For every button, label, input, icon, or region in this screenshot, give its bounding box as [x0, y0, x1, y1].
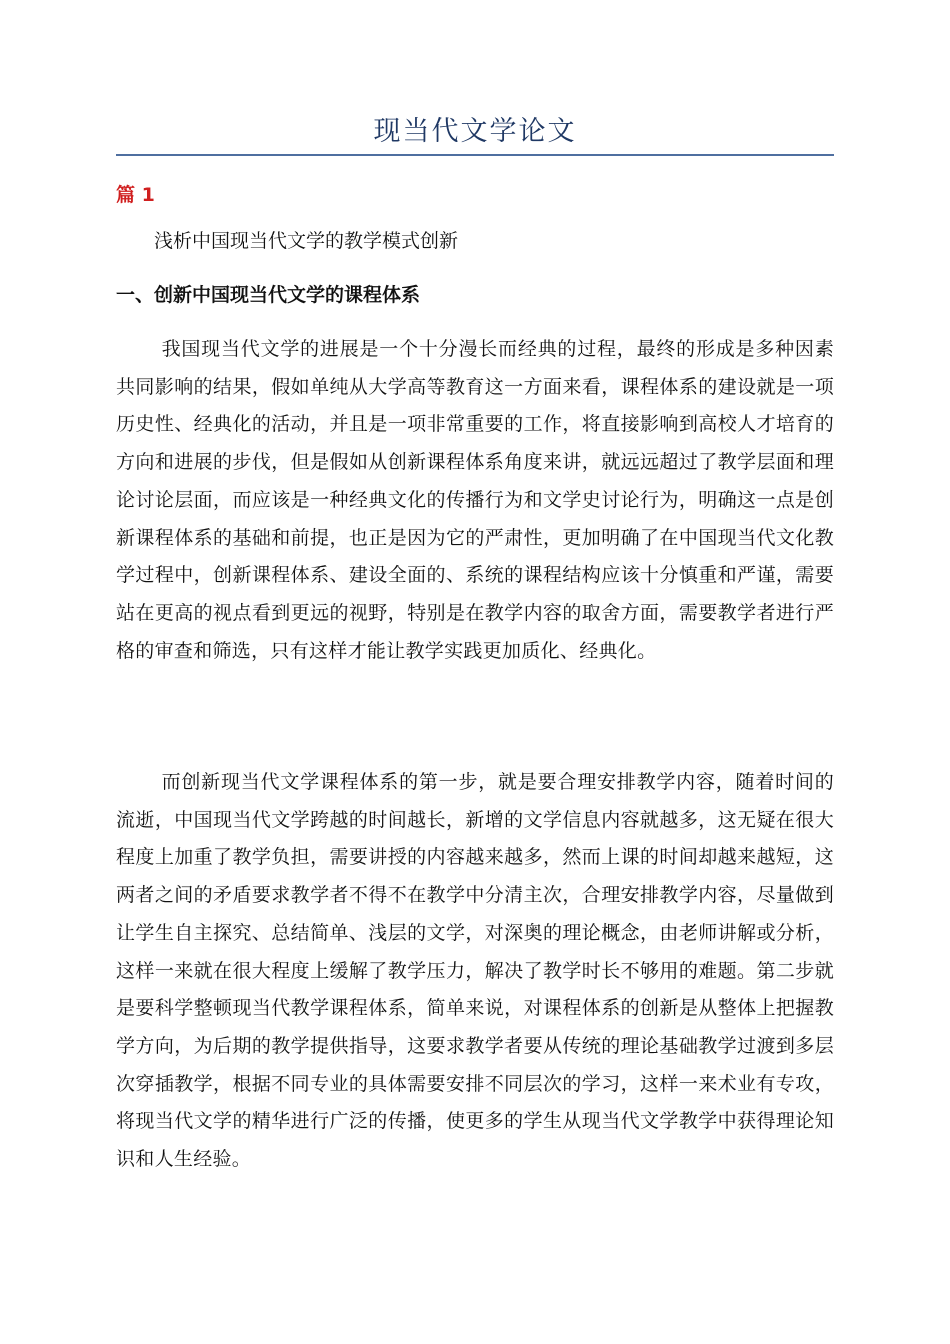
title-underline — [116, 154, 834, 156]
body-paragraph: 而创新现当代文学课程体系的第一步，就是要合理安排教学内容，随着时间的流逝，中国现当代文学跨越的时间越长，新增的文学信息内容就越多，这无疑在很大程度上加重了教学负担，需要讲授的内容越来越多，然而上课的时间却越来越短，这两者之间的矛盾要求教学者不得不在教学中分清主次，合理安排教学内容，尽量做到让学生自主探究、总结简单、浅层的文学，对深奥的理论概念，由老师讲解或分析，这样一来就在很大程度上缓解了教学压力，解决了教学时长不够用的难题。第二步就是要科学整顿现当代教学课程体系，简单来说，对课程体系的创新是从整体上把握教学方向，为后期的教学提供指导，这要求教学者要从传统的理论基础教学过渡到多层次穿插教学，根据不同专业的具体需要安排不同层次的学习，这样一来术业有专攻，将现当代文学的精华进行广泛的传播，使更多的学生从现当代文学教学中获得理论知识和人生经验。 — [116, 771, 834, 1171]
section-heading: 一、创新中国现当代文学的课程体系 — [116, 284, 421, 306]
article-subtitle: 浅析中国现当代文学的教学模式创新 — [154, 230, 459, 252]
document-title: 现当代文学论文 — [373, 116, 577, 147]
body-paragraph: 我国现当代文学的进展是一个十分漫长而经典的过程，最终的形成是多种因素共同影响的结果，假如单纯从大学高等教育这一方面来看，课程体系的建设就是一项历史性、经典化的活动，并且是一项非常重要的工作，将直接影响到高校人才培育的方向和进展的步伐，但是假如从创新课程体系角度来讲，就远远超过了教学层面和理论讨论层面，而应该是一种经典文化的传播行为和文学史讨论行为，明确这一点是创新课程体系的基础和前提，也正是因为它的严肃性，更加明确了在中国现当代文化教学过程中，创新课程体系、建设全面的、系统的课程结构应该十分慎重和严谨，需要站在更高的视点看到更远的视野，特别是在教学内容的取舍方面，需要教学者进行严格的审查和筛选，只有这样才能让教学实践更加质化、经典化。 — [116, 338, 834, 662]
section-label: 篇 1 — [116, 184, 155, 206]
